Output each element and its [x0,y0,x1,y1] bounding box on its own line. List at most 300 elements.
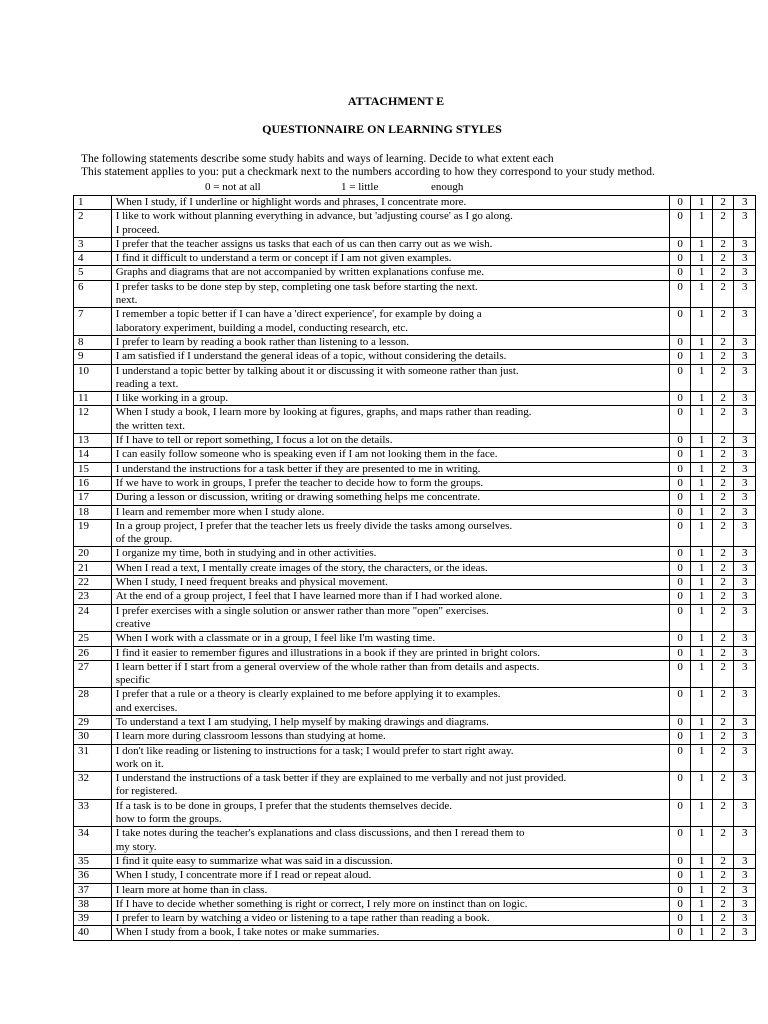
question-row [74,364,756,392]
question-text: I can easily follow someone who is speaking even if I am not looking them in the face. [115,448,498,461]
question-text: If we have to work in groups, I prefer the teacher to decide how to form the groups. [115,476,484,489]
question-text-cell [111,237,669,251]
rating-option-1[interactable]: 1 [691,604,713,632]
question-row [74,772,756,800]
rating-option-0[interactable]: 0 [669,854,691,868]
rating-option-1[interactable]: 1 [691,926,713,940]
rating-option-2[interactable]: 2 [712,715,734,729]
question-text-cell [111,715,669,729]
rating-option-0[interactable]: 0 [669,505,691,519]
rating-option-1[interactable]: 1 [691,308,713,336]
rating-option-1[interactable]: 1 [691,392,713,406]
question-text-continuation: work on it. [115,757,164,770]
question-row [74,434,756,448]
rating-option-3[interactable]: 3 [734,688,756,716]
question-text: At the end of a group project, I feel that I have learned more than if I had worked alone. [115,590,503,603]
rating-option-1[interactable]: 1 [691,730,713,744]
rating-option-2[interactable]: 2 [712,912,734,926]
question-text: I prefer to learn by watching a video or listening to a tape rather than reading a book. [115,912,490,925]
rating-option-0[interactable]: 0 [669,827,691,855]
question-text-cell [111,519,669,547]
question-text: When I study from a book, I take notes or make summaries. [115,926,380,939]
question-text-cell [111,576,669,590]
rating-option-3[interactable]: 3 [734,308,756,336]
question-number: 24 [74,604,112,632]
rating-option-0[interactable]: 0 [669,280,691,308]
question-row [74,266,756,280]
rating-option-2[interactable]: 2 [712,660,734,688]
question-text: I understand a topic better by talking about it or discussing it with someone rather than just. [115,364,519,377]
question-number: 30 [74,730,112,744]
rating-option-3[interactable]: 3 [734,448,756,462]
rating-option-3[interactable]: 3 [734,912,756,926]
rating-option-2[interactable]: 2 [712,491,734,505]
rating-option-0[interactable]: 0 [669,869,691,883]
rating-option-3[interactable]: 3 [734,252,756,266]
rating-option-3[interactable]: 3 [734,491,756,505]
question-number: 11 [74,392,112,406]
question-text-cell [111,897,669,911]
question-text-continuation: for registered. [115,785,178,798]
rating-option-0[interactable]: 0 [669,335,691,349]
question-text: I prefer that a rule or a theory is clearly explained to me before applying it to examples. [115,688,501,701]
rating-option-1[interactable]: 1 [691,196,713,210]
rating-option-0[interactable]: 0 [669,434,691,448]
question-text-cell [111,476,669,490]
question-text: I prefer that the teacher assigns us tasks that each of us can then carry out as we wish. [115,237,493,250]
question-number: 13 [74,434,112,448]
rating-option-0[interactable]: 0 [669,448,691,462]
rating-option-2[interactable]: 2 [712,196,734,210]
rating-option-3[interactable]: 3 [734,519,756,547]
rating-option-2[interactable]: 2 [712,237,734,251]
question-number: 22 [74,576,112,590]
question-row [74,799,756,827]
rating-option-3[interactable]: 3 [734,744,756,772]
rating-option-0[interactable]: 0 [669,660,691,688]
rating-option-0[interactable]: 0 [669,196,691,210]
question-row [74,561,756,575]
question-number: 31 [74,744,112,772]
rating-option-0[interactable]: 0 [669,519,691,547]
rating-option-2[interactable]: 2 [712,335,734,349]
question-text: I learn and remember more when I study alone. [115,505,325,518]
question-row [74,869,756,883]
rating-option-1[interactable]: 1 [691,715,713,729]
rating-option-1[interactable]: 1 [691,210,713,238]
question-number: 19 [74,519,112,547]
question-text-cell [111,660,669,688]
question-text: I don't like reading or listening to instructions for a task; I would prefer to start right away. [115,744,514,757]
rating-option-2[interactable]: 2 [712,926,734,940]
question-text-cell [111,505,669,519]
rating-option-1[interactable]: 1 [691,476,713,490]
question-text: I understand the instructions for a task better if they are presented to me in writing. [115,462,481,475]
rating-option-2[interactable]: 2 [712,280,734,308]
rating-option-1[interactable]: 1 [691,266,713,280]
rating-option-1[interactable]: 1 [691,854,713,868]
question-text: I take notes during the teacher's explanations and class discussions, and then I reread them to [115,827,525,840]
question-row [74,827,756,855]
question-number: 2 [74,210,112,238]
rating-option-0[interactable]: 0 [669,561,691,575]
rating-option-1[interactable]: 1 [691,350,713,364]
rating-option-1[interactable]: 1 [691,252,713,266]
rating-option-1[interactable]: 1 [691,772,713,800]
question-text-continuation: next. [115,294,138,307]
rating-option-1[interactable]: 1 [691,897,713,911]
rating-option-2[interactable]: 2 [712,827,734,855]
rating-option-1[interactable]: 1 [691,912,713,926]
question-text: When I study, I concentrate more if I read or repeat aloud. [115,869,372,882]
rating-option-2[interactable]: 2 [712,519,734,547]
rating-option-1[interactable]: 1 [691,688,713,716]
question-row [74,350,756,364]
question-text-cell [111,335,669,349]
rating-option-0[interactable]: 0 [669,590,691,604]
question-text-cell [111,883,669,897]
rating-option-3[interactable]: 3 [734,280,756,308]
rating-option-3[interactable]: 3 [734,350,756,364]
question-text: I prefer tasks to be done step by step, completing one task before starting the next. [115,280,478,293]
rating-option-2[interactable]: 2 [712,505,734,519]
rating-option-3[interactable]: 3 [734,772,756,800]
question-number: 33 [74,799,112,827]
question-number: 5 [74,266,112,280]
question-text-cell [111,869,669,883]
rating-option-1[interactable]: 1 [691,519,713,547]
rating-option-0[interactable]: 0 [669,476,691,490]
question-row [74,519,756,547]
question-text: I remember a topic better if I can have a 'direct experience', for example by doing a [115,308,482,321]
rating-option-0[interactable]: 0 [669,799,691,827]
rating-option-3[interactable]: 3 [734,869,756,883]
rating-option-3[interactable]: 3 [734,883,756,897]
rating-option-0[interactable]: 0 [669,715,691,729]
rating-option-3[interactable]: 3 [734,730,756,744]
rating-option-3[interactable]: 3 [734,827,756,855]
question-text-cell [111,730,669,744]
rating-option-2[interactable]: 2 [712,561,734,575]
rating-option-3[interactable]: 3 [734,364,756,392]
question-text: When I study a book, I learn more by looking at figures, graphs, and maps rather than reading. [115,406,532,419]
rating-option-3[interactable]: 3 [734,632,756,646]
question-number: 17 [74,491,112,505]
question-text-cell [111,280,669,308]
rating-option-0[interactable]: 0 [669,252,691,266]
question-row [74,448,756,462]
question-text-cell [111,462,669,476]
attachment-label: ATTACHMENT E [347,94,445,108]
question-row [74,926,756,940]
rating-option-2[interactable]: 2 [712,799,734,827]
question-row [74,392,756,406]
rating-option-3[interactable]: 3 [734,926,756,940]
question-text: In a group project, I prefer that the teacher lets us freely divide the tasks among ourselves. [115,519,513,532]
rating-option-1[interactable]: 1 [691,576,713,590]
question-text-continuation: how to form the groups. [115,813,222,826]
question-row [74,688,756,716]
rating-option-1[interactable]: 1 [691,364,713,392]
question-number: 27 [74,660,112,688]
question-number: 23 [74,590,112,604]
rating-option-1[interactable]: 1 [691,883,713,897]
scale-one: 1 = little [341,181,379,193]
question-text-cell [111,827,669,855]
rating-option-2[interactable]: 2 [712,604,734,632]
rating-option-2[interactable]: 2 [712,252,734,266]
question-text-cell [111,854,669,868]
rating-option-0[interactable]: 0 [669,491,691,505]
question-text: When I read a text, I mentally create images of the story, the characters, or the ideas. [115,561,488,574]
question-text: If I have to decide whether something is right or correct, I rely more on instinct than on logic. [115,897,528,910]
scale-zero: 0 = not at all [205,181,261,193]
question-number: 16 [74,476,112,490]
question-text-continuation: laboratory experiment, building a model, conducting research, etc. [115,321,409,334]
question-text-cell [111,646,669,660]
rating-option-0[interactable]: 0 [669,462,691,476]
rating-option-3[interactable]: 3 [734,799,756,827]
rating-option-1[interactable]: 1 [691,660,713,688]
rating-option-0[interactable]: 0 [669,392,691,406]
rating-option-3[interactable]: 3 [734,604,756,632]
rating-option-3[interactable]: 3 [734,476,756,490]
question-number: 15 [74,462,112,476]
question-number: 25 [74,632,112,646]
question-number: 39 [74,912,112,926]
question-number: 3 [74,237,112,251]
rating-option-2[interactable]: 2 [712,350,734,364]
question-number: 1 [74,196,112,210]
question-text: During a lesson or discussion, writing or drawing something helps me concentrate. [115,491,481,504]
rating-option-0[interactable]: 0 [669,646,691,660]
question-number: 34 [74,827,112,855]
question-row [74,210,756,238]
rating-option-1[interactable]: 1 [691,462,713,476]
rating-option-0[interactable]: 0 [669,266,691,280]
rating-option-3[interactable]: 3 [734,897,756,911]
question-text-cell [111,308,669,336]
rating-option-1[interactable]: 1 [691,561,713,575]
rating-option-2[interactable]: 2 [712,547,734,561]
question-row [74,660,756,688]
question-text-continuation: specific [115,674,150,687]
question-row [74,883,756,897]
question-row [74,308,756,336]
question-number: 28 [74,688,112,716]
question-text-cell [111,799,669,827]
rating-option-2[interactable]: 2 [712,730,734,744]
rating-option-0[interactable]: 0 [669,308,691,336]
rating-option-2[interactable]: 2 [712,392,734,406]
rating-option-3[interactable]: 3 [734,434,756,448]
question-row [74,462,756,476]
rating-option-2[interactable]: 2 [712,448,734,462]
rating-option-2[interactable]: 2 [712,854,734,868]
rating-option-2[interactable]: 2 [712,266,734,280]
question-text-cell [111,434,669,448]
rating-option-2[interactable]: 2 [712,434,734,448]
rating-option-3[interactable]: 3 [734,715,756,729]
rating-option-2[interactable]: 2 [712,646,734,660]
question-text-cell [111,912,669,926]
question-text-cell [111,561,669,575]
question-text-cell [111,448,669,462]
question-row [74,744,756,772]
rating-option-0[interactable]: 0 [669,897,691,911]
rating-option-3[interactable]: 3 [734,547,756,561]
question-text-continuation: creative [115,617,151,630]
question-text: Graphs and diagrams that are not accompanied by written explanations confuse me. [115,266,485,279]
rating-option-0[interactable]: 0 [669,912,691,926]
rating-option-3[interactable]: 3 [734,392,756,406]
question-text-cell [111,392,669,406]
rating-option-3[interactable]: 3 [734,590,756,604]
question-row [74,590,756,604]
question-text: I like to work without planning everything in advance, but 'adjusting course' as I go along. [115,210,513,223]
question-row [74,576,756,590]
rating-option-2[interactable]: 2 [712,688,734,716]
rating-option-3[interactable]: 3 [734,646,756,660]
question-text: When I study, if I underline or highlight words and phrases, I concentrate more. [115,196,467,208]
rating-option-0[interactable]: 0 [669,926,691,940]
question-row [74,854,756,868]
rating-option-0[interactable]: 0 [669,237,691,251]
question-row [74,252,756,266]
rating-option-1[interactable]: 1 [691,869,713,883]
rating-option-3[interactable]: 3 [734,335,756,349]
question-row [74,547,756,561]
question-text: I learn more at home than in class. [115,883,268,896]
question-text-cell [111,491,669,505]
question-text-cell [111,744,669,772]
rating-option-3[interactable]: 3 [734,266,756,280]
question-text: When I work with a classmate or in a group, I feel like I'm wasting time. [115,632,436,645]
rating-option-1[interactable]: 1 [691,547,713,561]
question-text-cell [111,252,669,266]
intro-line-2: This statement applies to you: put a checkmark next to the numbers according to how they correspond to your study method. [81,166,655,178]
rating-option-1[interactable]: 1 [691,434,713,448]
rating-option-3[interactable]: 3 [734,561,756,575]
rating-option-0[interactable]: 0 [669,632,691,646]
question-number: 7 [74,308,112,336]
rating-option-0[interactable]: 0 [669,744,691,772]
question-text-continuation: of the group. [115,533,173,546]
question-number: 21 [74,561,112,575]
rating-option-0[interactable]: 0 [669,210,691,238]
question-text-cell [111,196,669,210]
rating-option-3[interactable]: 3 [734,237,756,251]
rating-option-2[interactable]: 2 [712,406,734,434]
rating-option-2[interactable]: 2 [712,462,734,476]
question-row [74,476,756,490]
question-number: 32 [74,772,112,800]
rating-option-3[interactable]: 3 [734,462,756,476]
rating-option-0[interactable]: 0 [669,604,691,632]
rating-option-0[interactable]: 0 [669,688,691,716]
question-row [74,196,756,210]
question-text: I learn more during classroom lessons than studying at home. [115,730,386,743]
rating-option-1[interactable]: 1 [691,448,713,462]
rating-option-0[interactable]: 0 [669,576,691,590]
rating-option-3[interactable]: 3 [734,210,756,238]
rating-option-2[interactable]: 2 [712,210,734,238]
question-number: 35 [74,854,112,868]
rating-option-0[interactable]: 0 [669,406,691,434]
question-row [74,505,756,519]
rating-option-1[interactable]: 1 [691,799,713,827]
rating-option-3[interactable]: 3 [734,196,756,210]
rating-option-2[interactable]: 2 [712,897,734,911]
rating-option-3[interactable]: 3 [734,854,756,868]
rating-option-3[interactable]: 3 [734,406,756,434]
rating-option-2[interactable]: 2 [712,632,734,646]
rating-option-2[interactable]: 2 [712,744,734,772]
rating-option-0[interactable]: 0 [669,350,691,364]
rating-option-1[interactable]: 1 [691,491,713,505]
rating-option-0[interactable]: 0 [669,730,691,744]
rating-option-2[interactable]: 2 [712,883,734,897]
question-text-continuation: the written text. [115,419,186,432]
rating-option-1[interactable]: 1 [691,280,713,308]
question-text-cell [111,688,669,716]
question-text-cell [111,772,669,800]
rating-option-1[interactable]: 1 [691,590,713,604]
rating-option-0[interactable]: 0 [669,364,691,392]
rating-option-0[interactable]: 0 [669,547,691,561]
question-text: I organize my time, both in studying and in other activities. [115,547,377,560]
rating-option-1[interactable]: 1 [691,827,713,855]
rating-option-2[interactable]: 2 [712,869,734,883]
question-row [74,897,756,911]
question-row [74,491,756,505]
question-text: I find it difficult to understand a term or concept if I am not given examples. [115,252,452,265]
rating-option-1[interactable]: 1 [691,237,713,251]
question-text: I find it quite easy to summarize what was said in a discussion. [115,854,393,867]
question-text-cell [111,590,669,604]
question-number: 36 [74,869,112,883]
question-text-cell [111,350,669,364]
rating-option-1[interactable]: 1 [691,744,713,772]
question-text-cell [111,926,669,940]
rating-option-1[interactable]: 1 [691,632,713,646]
rating-option-2[interactable]: 2 [712,576,734,590]
rating-option-2[interactable]: 2 [712,476,734,490]
question-row [74,730,756,744]
rating-option-2[interactable]: 2 [712,364,734,392]
rating-option-0[interactable]: 0 [669,883,691,897]
rating-option-3[interactable]: 3 [734,660,756,688]
rating-option-2[interactable]: 2 [712,308,734,336]
rating-option-1[interactable]: 1 [691,406,713,434]
question-number: 14 [74,448,112,462]
question-row [74,715,756,729]
question-text: If a task is to be done in groups, I prefer that the students themselves decide. [115,799,453,812]
rating-option-2[interactable]: 2 [712,772,734,800]
rating-option-3[interactable]: 3 [734,576,756,590]
rating-option-1[interactable]: 1 [691,335,713,349]
question-number: 8 [74,335,112,349]
rating-option-2[interactable]: 2 [712,590,734,604]
rating-option-1[interactable]: 1 [691,646,713,660]
rating-option-1[interactable]: 1 [691,505,713,519]
rating-option-3[interactable]: 3 [734,505,756,519]
rating-option-0[interactable]: 0 [669,772,691,800]
question-number: 9 [74,350,112,364]
question-text-continuation: and exercises. [115,701,178,714]
page-title: QUESTIONNAIRE ON LEARNING STYLES [262,122,502,136]
question-number: 29 [74,715,112,729]
